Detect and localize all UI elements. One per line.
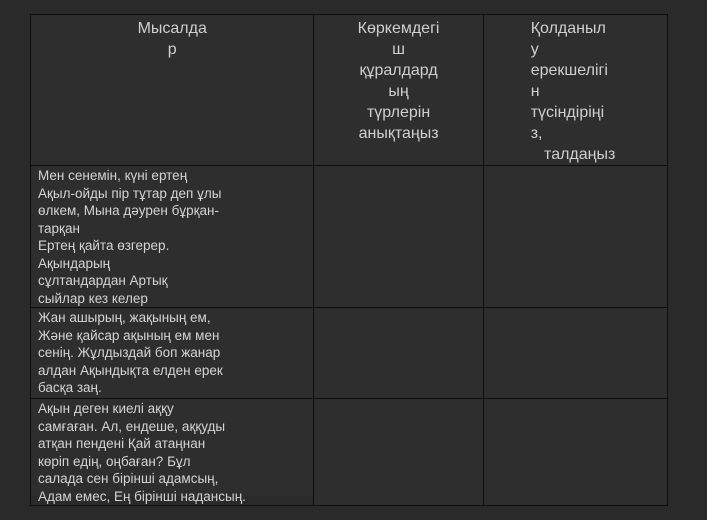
- example-cell-2: Жан ашырың, жақының ем, Және қайсар ақының ем мен сенің. Жұлдыздай боп жанар алдан Ақындықта елден ерек басқа заң.: [31, 308, 314, 399]
- table-row: [31, 166, 668, 308]
- analysis-cell-3[interactable]: [483, 399, 667, 506]
- example-cell-3: Ақын деген киелі аққу самғаған. Ал, ендеше, аққуды атқан пендені Қай атаңнан көріп едің, оңбаған? Бұл салада сен бірінші адамсың, Адам емес, Ең бірінші надансың.: [31, 399, 314, 506]
- devices-cell-2[interactable]: [314, 308, 483, 399]
- header-examples: [31, 15, 314, 166]
- worksheet-table: [30, 14, 668, 506]
- analysis-cell-1[interactable]: [483, 166, 667, 308]
- table-row: [31, 308, 668, 399]
- devices-cell-1[interactable]: [314, 166, 483, 308]
- analysis-cell-2[interactable]: [483, 308, 667, 399]
- header-analysis-label: Қолданыл у ерекшелігі н түсіндіріңі з, талдаңыз: [530, 20, 616, 163]
- header-analysis: [483, 15, 667, 166]
- example-cell-1: Мен сенемін, күні ертең Ақыл-ойды пір тұтар деп ұлы өлкем, Мына дәурен бұрқан- тарқан Ертең қайта өзгерер. Ақындарың сұлтандардан Артық сыйлар кез келер: [31, 166, 314, 308]
- header-devices: [314, 15, 483, 166]
- table-row: [31, 399, 668, 506]
- worksheet-table-frame: [30, 14, 668, 504]
- header-devices-label: Көркемдегі ш құралдард ың түрлерін анықтаңыз: [357, 20, 440, 142]
- devices-cell-3[interactable]: [314, 399, 483, 506]
- header-examples-label: Мысалда р: [137, 20, 207, 58]
- table-header-row: [31, 15, 668, 166]
